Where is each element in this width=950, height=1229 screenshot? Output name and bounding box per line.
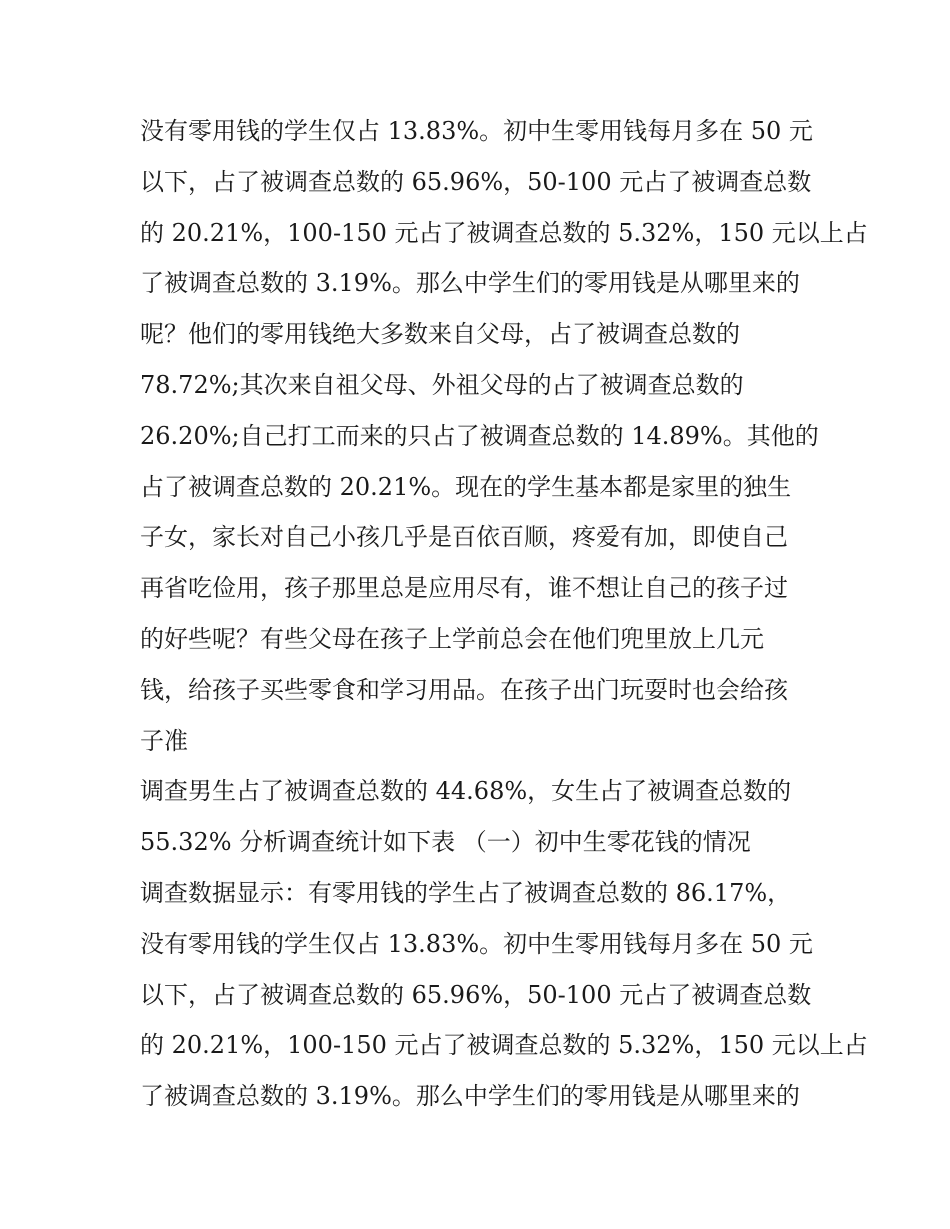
text-line: 子准 bbox=[140, 726, 188, 755]
text-line: 占了被调查总数的 20.21%。现在的学生基本都是家里的独生 bbox=[140, 472, 792, 501]
text-line: 的 20.21%，100-150 元占了被调查总数的 5.32%，150 元以上占 bbox=[140, 218, 868, 247]
text-line: 26.20%;自己打工而来的只占了被调查总数的 14.89%。其他的 bbox=[140, 421, 819, 450]
text-line: 再省吃俭用，孩子那里总是应用尽有，谁不想让自己的孩子过 bbox=[140, 574, 788, 603]
text-line: 调查数据显示：有零用钱的学生占了被调查总数的 86.17%， bbox=[140, 878, 792, 907]
text-line: 钱，给孩子买些零食和学习用品。在孩子出门玩耍时也会给孩 bbox=[140, 675, 788, 704]
text-line: 了被调查总数的 3.19%。那么中学生们的零用钱是从哪里来的 bbox=[140, 1082, 800, 1111]
body-text bbox=[140, 106, 868, 1122]
text-line: 呢？他们的零用钱绝大多数来自父母，占了被调查总数的 bbox=[140, 320, 740, 349]
text-line: 调查男生占了被调查总数的 44.68%，女生占了被调查总数的 bbox=[140, 777, 792, 806]
text-line: 78.72%;其次来自祖父母、外祖父母的占了被调查总数的 bbox=[140, 370, 744, 399]
text-line: 以下，占了被调查总数的 65.96%，50-100 元占了被调查总数 bbox=[140, 980, 812, 1009]
text-line: 没有零用钱的学生仅占 13.83%。初中生零用钱每月多在 50 元 bbox=[140, 929, 813, 958]
text-line: 以下，占了被调查总数的 65.96%，50-100 元占了被调查总数 bbox=[140, 167, 812, 196]
text-line: 55.32% 分析调查统计如下表 （一）初中生零花钱的情况 bbox=[140, 828, 751, 857]
text-line: 没有零用钱的学生仅占 13.83%。初中生零用钱每月多在 50 元 bbox=[140, 117, 813, 145]
text-line: 的 20.21%，100-150 元占了被调查总数的 5.32%，150 元以上占 bbox=[140, 1031, 868, 1060]
text-line: 子女，家长对自己小孩几乎是百依百顺，疼爱有加，即使自己 bbox=[140, 523, 788, 552]
text-line: 了被调查总数的 3.19%。那么中学生们的零用钱是从哪里来的 bbox=[140, 269, 800, 298]
text-line: 的好些呢？有些父母在孩子上学前总会在他们兜里放上几元 bbox=[140, 624, 764, 653]
